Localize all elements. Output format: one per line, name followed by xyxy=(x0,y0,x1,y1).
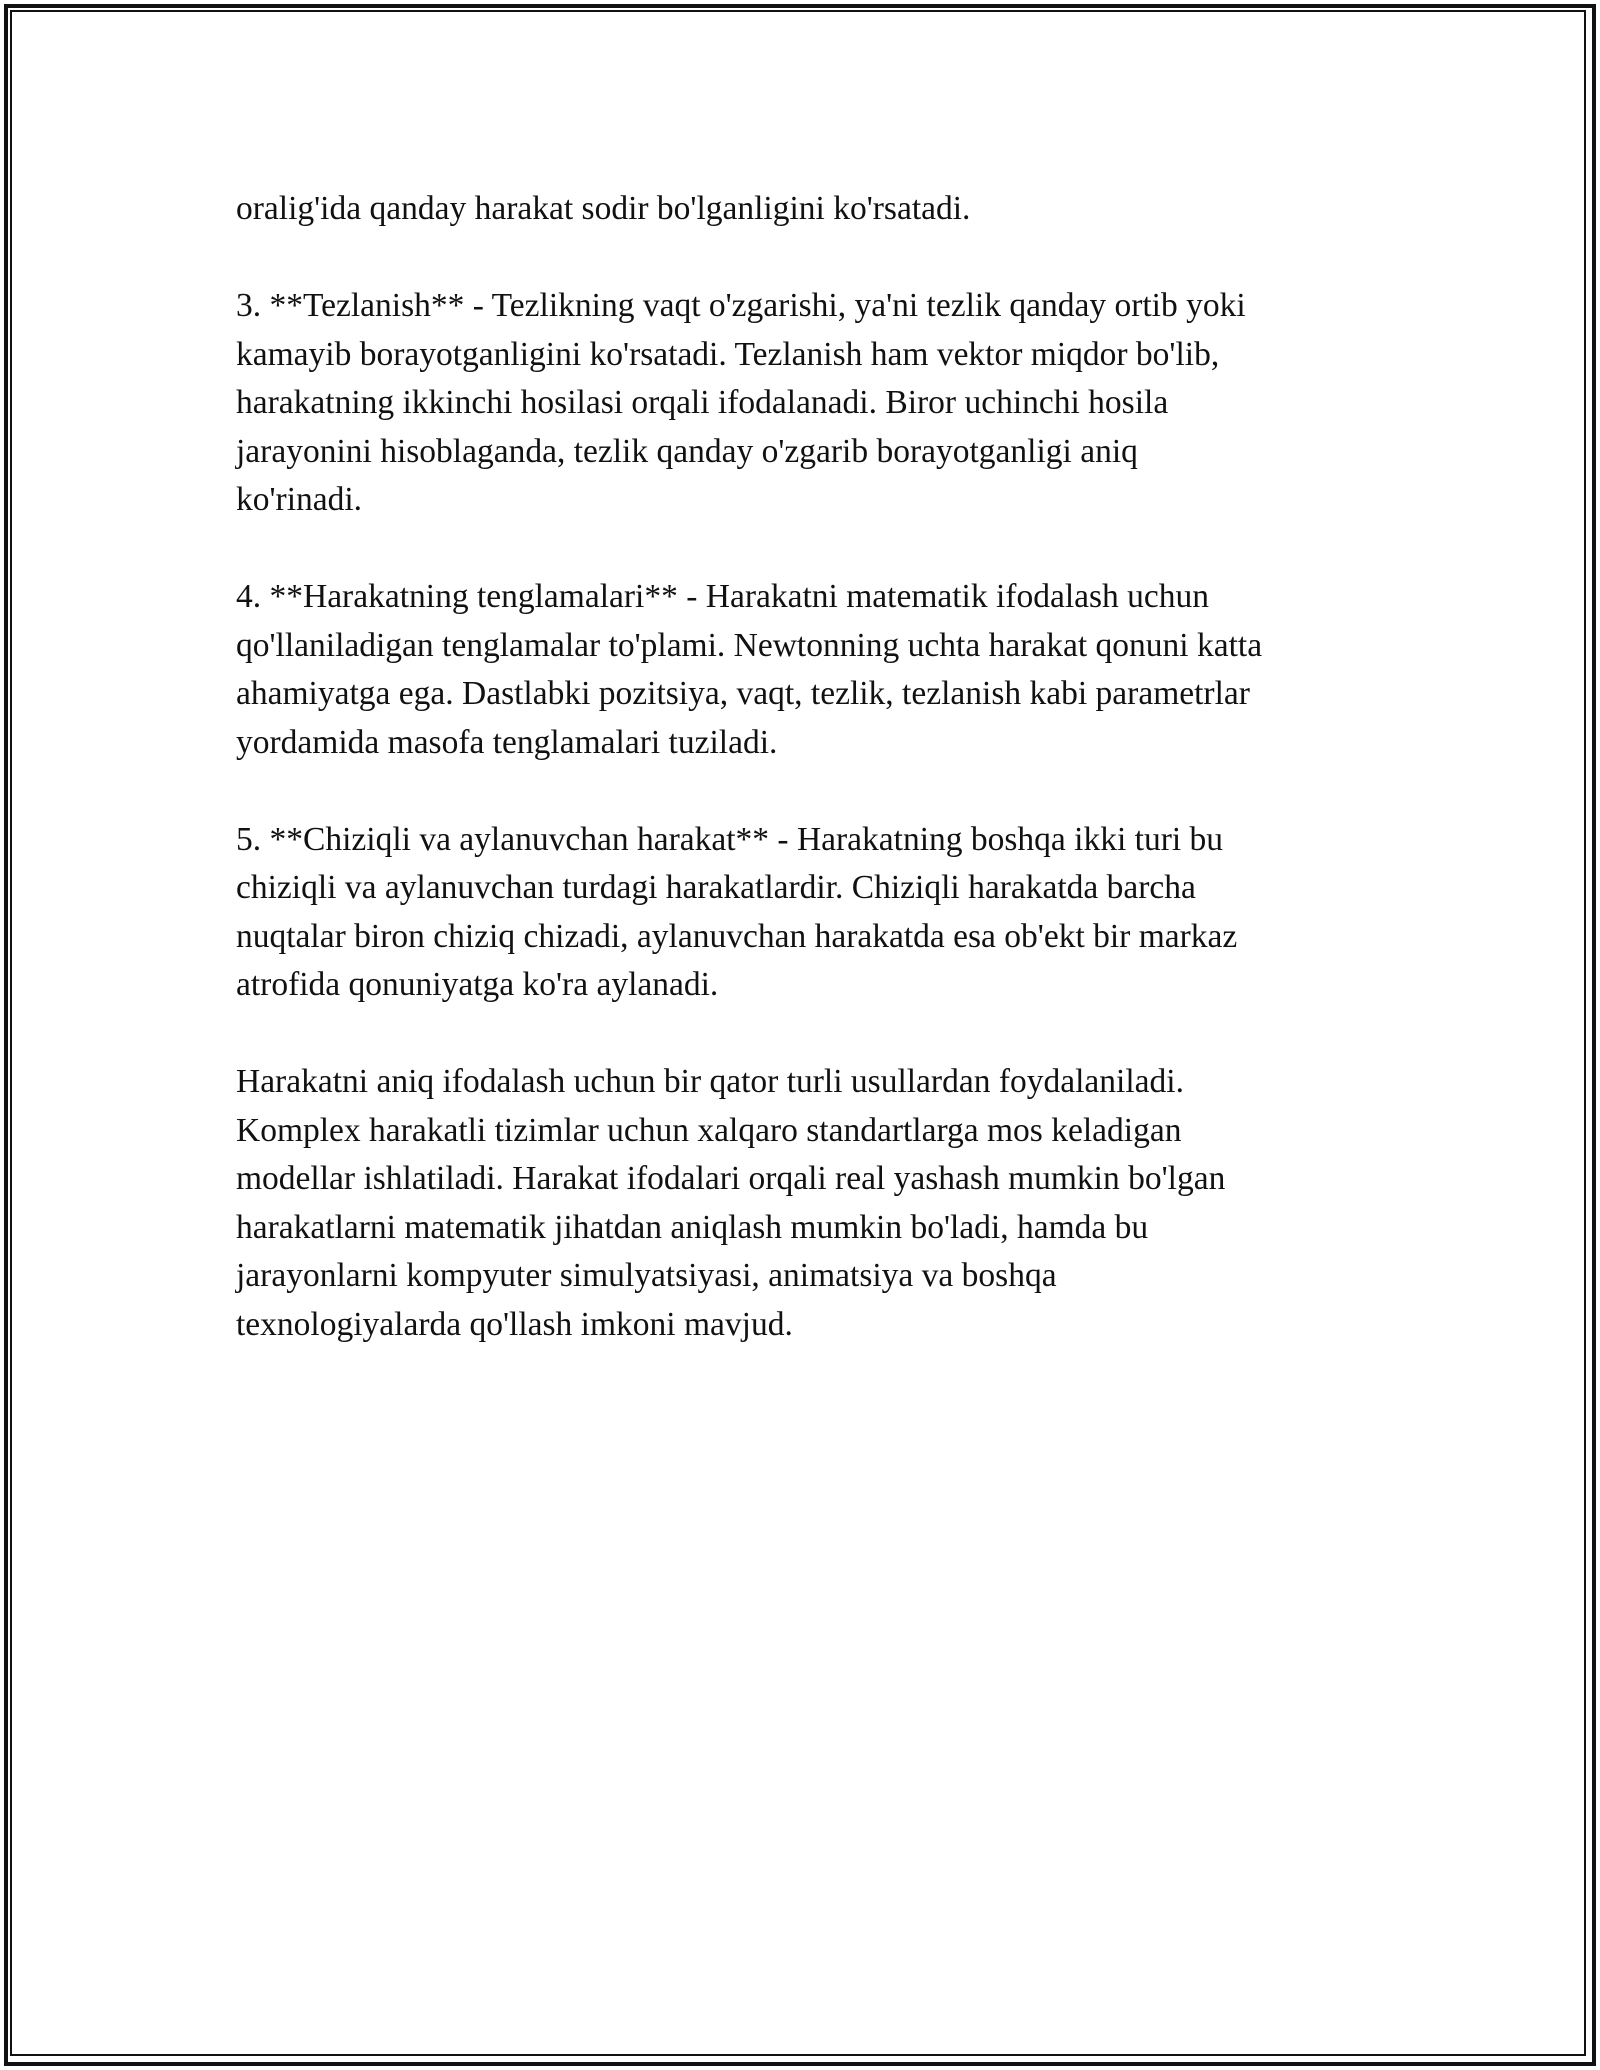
paragraph-conclusion: Harakatni aniq ifodalash uchun bir qator turli usullardan foydalaniladi. Komplex harakatli tizimlar uchun xalqaro standartlarga mos keladigan modellar ishlatiladi. Harakat ifodalari orqali real yashash mumkin bo'lgan harakatlarni matematik jihatdan aniqlash mumkin bo'ladi, hamda bu jarayonlarni kompyuter simulyatsiyasi, animatsiya va boshqa texnologiyalarda qo'llash imkoni mavjud. xyxy=(236,1063,1226,1343)
paragraph-harakat-tenglamalari: 4. **Harakatning tenglamalari** - Harakatni matematik ifodalash uchun qo'llaniladigan tenglamalar to'plami. Newtonning uchta harakat qonuni katta ahamiyatga ega. Dastlabki pozitsiya, vaqt, tezlik, tezlanish kabi parametrlar yordamida masofa tenglamalari tuziladi. xyxy=(236,578,1263,761)
paragraph-chiziqli-aylanuvchan: 5. **Chiziqli va aylanuvchan harakat** - Harakatning boshqa ikki turi bu chiziqli va aylanuvchan turdagi harakatlardir. Chiziqli harakatda barcha nuqtalar biron chiziq chizadi, aylanuvchan harakatda esa ob'ekt bir markaz atrofida qonuniyatga ko'ra aylanadi. xyxy=(236,820,1238,1003)
document-body xyxy=(236,185,1386,1398)
paragraph-continuation: oralig'ida qanday harakat sodir bo'lganligini ko'rsatadi. xyxy=(236,190,971,227)
paragraph-tezlanish: 3. **Tezlanish** - Tezlikning vaqt o'zgarishi, ya'ni tezlik qanday ortib yoki kamayib borayotganligini ko'rsatadi. Tezlanish ham vektor miqdor bo'lib, harakatning ikkinchi hosilasi orqali ifodalanadi. Biror uchinchi hosila jarayonini hisoblaganda, tezlik qanday o'zgarib borayotganligi aniq ko'rinadi. xyxy=(236,287,1246,518)
